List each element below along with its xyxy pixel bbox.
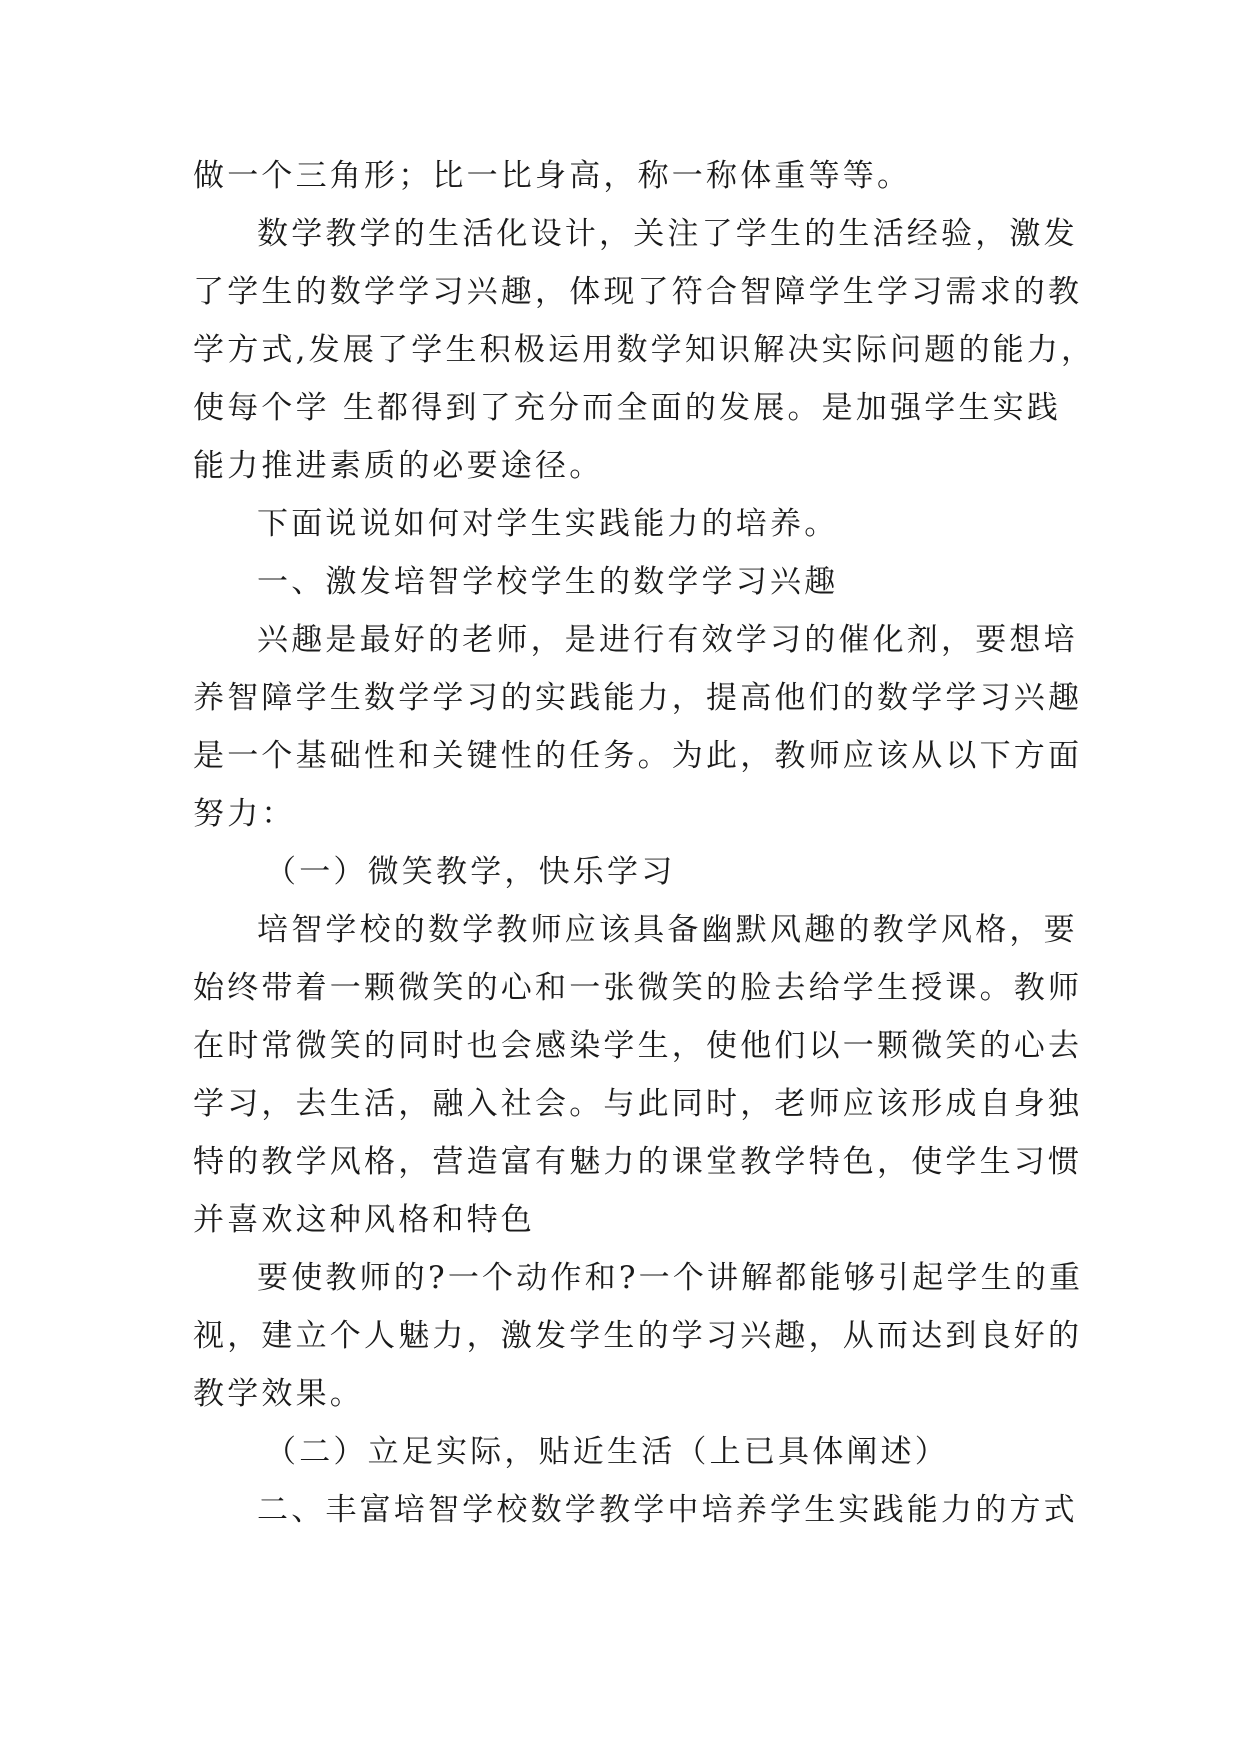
text-line: 做一个三角形；比一比身高，称一称体重等等。 <box>193 158 912 194</box>
document-body <box>193 147 1096 1539</box>
text-line: 兴趣是最好的老师，是进行有效学习的催化剂，要想培 <box>257 622 1078 658</box>
subsection-heading: （一）微笑教学，快乐学习 <box>265 854 676 890</box>
text-line: 数学教学的生活化设计，关注了学生的生活经验，激发 <box>257 216 1078 252</box>
text-line: 学方式,发展了学生积极运用数学知识解决实际问题的能力， <box>193 332 1096 368</box>
text-line: 学习，去生活，融入社会。与此同时，老师应该形成自身独 <box>193 1086 1083 1122</box>
text-line: 养智障学生数学学习的实践能力，提高他们的数学学习兴趣 <box>193 680 1083 716</box>
text-line: 并喜欢这种风格和特色 <box>193 1202 535 1238</box>
text-line: 在时常微笑的同时也会感染学生，使他们以一颗微笑的心去 <box>193 1028 1083 1064</box>
text-line: 是一个基础性和关键性的任务。为此，教师应该从以下方面 <box>193 738 1083 774</box>
text-line: 培智学校的数学教师应该具备幽默风趣的教学风格，要 <box>257 912 1078 948</box>
text-line: 教学效果。 <box>193 1376 364 1412</box>
text-line: 始终带着一颗微笑的心和一张微笑的脸去给学生授课。教师 <box>193 970 1083 1006</box>
section-heading: 一、激发培智学校学生的数学学习兴趣 <box>257 564 839 600</box>
text-line: 努力： <box>193 796 296 832</box>
text-line: 了学生的数学学习兴趣，体现了符合智障学生学习需求的教 <box>193 274 1083 310</box>
subsection-heading: （二）立足实际，贴近生活（上已具体阐述） <box>265 1434 949 1470</box>
text-line: 能力推进素质的必要途径。 <box>193 448 604 484</box>
text-line: 视，建立个人魅力，激发学生的学习兴趣，从而达到良好的 <box>193 1318 1083 1354</box>
text-line: 使每个学 生都得到了充分而全面的发展。是加强学生实践 <box>193 390 1062 426</box>
section-heading: 二、丰富培智学校数学教学中培养学生实践能力的方式 <box>257 1492 1078 1528</box>
text-line: 特的教学风格，营造富有魅力的课堂教学特色，使学生习惯 <box>193 1144 1083 1180</box>
text-line: 要使教师的?一个动作和?一个讲解都能够引起学生的重 <box>257 1260 1084 1296</box>
text-line: 下面说说如何对学生实践能力的培养。 <box>257 506 839 542</box>
